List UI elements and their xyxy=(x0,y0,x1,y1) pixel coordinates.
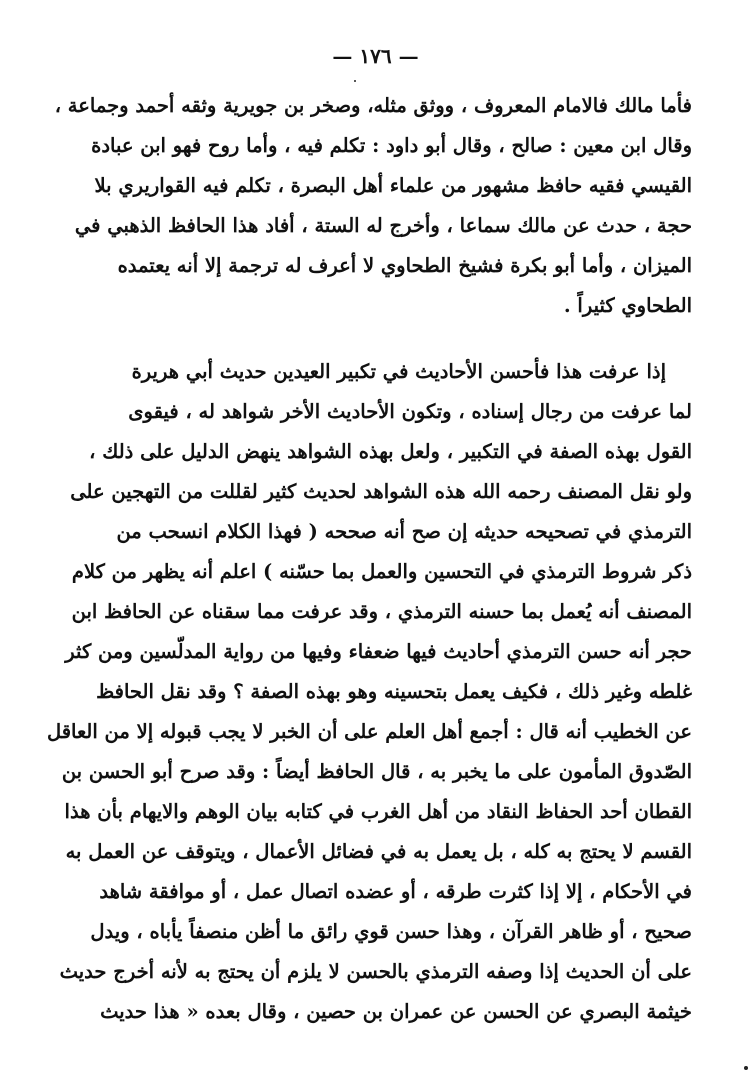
scan-speck xyxy=(354,80,356,82)
text-line: الصّدوق المأمون على ما يخبر به ، قال الحافظ أيضاً : وقد صرح أبو الحسن بن xyxy=(61,760,692,783)
text-line: في الأحكام ، إلا إذا كثرت طرقه ، أو عضده اتصال عمل ، أو موافقة شاهد xyxy=(99,880,692,903)
text-line: القطان أحد الحفاظ النقاد من أهل الغرب في كتابه بيان الوهم والايهام بأن هذا xyxy=(64,800,692,823)
text-line: القيسي فقيه حافظ مشهور من علماء أهل البصرة ، تكلم فيه القواريري بلا xyxy=(94,174,692,197)
paragraph-gap xyxy=(150,326,692,352)
scan-speck xyxy=(744,1066,748,1070)
text-line: القسم لا يحتج به كله ، بل يعمل به في فضائل الأعمال ، ويتوقف عن العمل به xyxy=(65,840,692,863)
text-line: لما عرفت من رجال إسناده ، وتكون الأحاديث الأخر شواهد له ، فيقوى xyxy=(128,400,692,423)
text-line: الترمذي في تصحيحه حديثه إن صح أنه صححه ( فهذا الكلام انسحب من xyxy=(116,520,692,543)
text-line: صحيح ، أو ظاهر القرآن ، وهذا حسن قوي رائق ما أظن منصفاً يأباه ، ويدل xyxy=(90,920,692,943)
paragraph-1 xyxy=(54,86,692,326)
text-line: على أن الحديث إذا وصفه الترمذي بالحسن لا يلزم أن يحتج به لأنه أخرج حديث xyxy=(59,960,692,983)
text-line: فأما مالك فالامام المعروف ، ووثق مثله، وصخر بن جويرية وثقه أحمد وجماعة ، xyxy=(54,94,692,117)
text-line: عن الخطيب أنه قال : أجمع أهل العلم على أن الخبر لا يجب قبوله إلا من العاقل xyxy=(46,720,692,743)
paragraph-2 xyxy=(46,352,692,1032)
text-line: القول بهذه الصفة في التكبير ، ولعل بهذه الشواهد ينهض الدليل على ذلك ، xyxy=(89,440,692,463)
text-line: إذا عرفت هذا فأحسن الأحاديث في تكبير العيدين حديث أبي هريرة xyxy=(131,360,666,383)
text-line: الطحاوي كثيراً . xyxy=(563,294,692,317)
page-body xyxy=(46,86,692,1032)
text-line: غلطه وغير ذلك ، فكيف يعمل بتحسينه وهو بهذه الصفة ؟ وقد نقل الحافظ xyxy=(96,680,692,703)
text-line: الميزان ، وأما أبو بكرة فشيخ الطحاوي لا أعرف له ترجمة إلا أنه يعتمده xyxy=(117,254,692,277)
text-line: حجر أنه حسن الترمذي أحاديث فيها ضعفاء وفيها من رواية المدلّسين ومن كثر xyxy=(65,640,692,663)
text-line: خيثمة البصري عن الحسن عن عمران بن حصين ، وقال بعده « هذا حديث xyxy=(100,1000,692,1023)
page-number: — ١٧٦ — xyxy=(332,44,419,68)
text-line: المصنف أنه يُعمل بما حسنه الترمذي ، وقد عرفت مما سقناه عن الحافظ ابن xyxy=(71,600,692,623)
text-line: ذكر شروط الترمذي في التحسين والعمل بما حسّنه ) اعلم أنه يظهر من كلام xyxy=(71,560,692,583)
text-line: ولو نقل المصنف رحمه الله هذه الشواهد لحديث كثير لقللت من التهجين على xyxy=(70,480,692,503)
text-line: حجة ، حدث عن مالك سماعا ، وأخرج له الستة ، أفاد هذا الحافظ الذهبي في xyxy=(74,214,692,237)
text-line: وقال ابن معين : صالح ، وقال أبو داود : تكلم فيه ، وأما روح فهو ابن عبادة xyxy=(91,134,692,157)
